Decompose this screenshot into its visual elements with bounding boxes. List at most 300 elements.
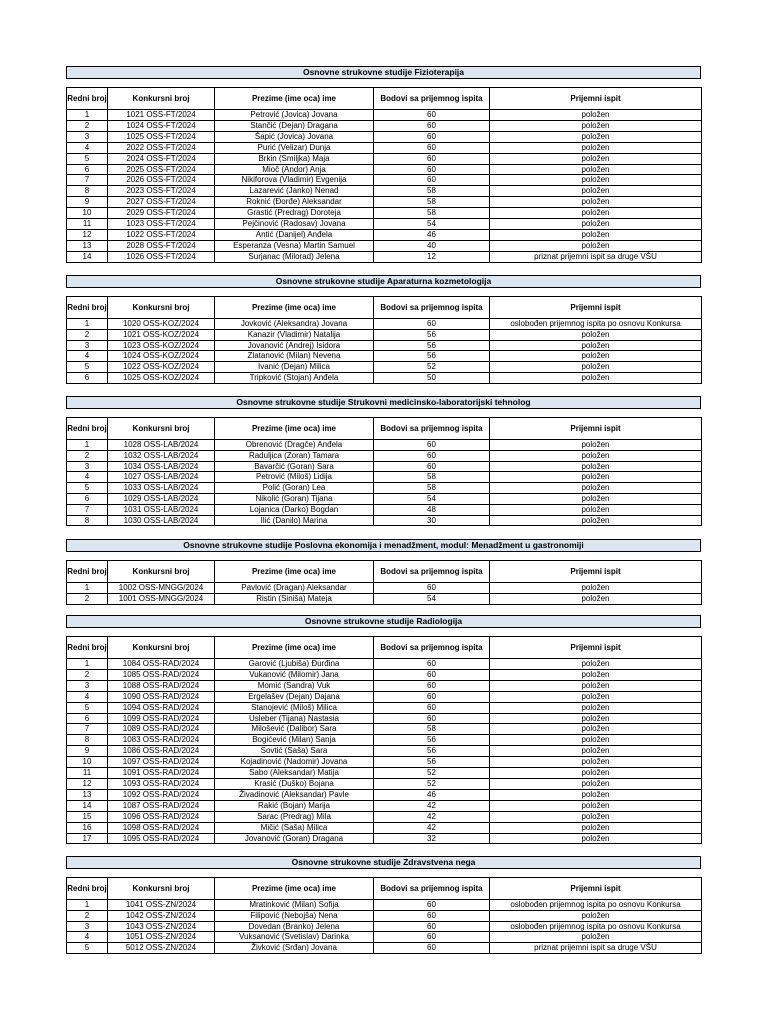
points-cell: 56 <box>374 340 490 351</box>
name-cell: Kanazir (Vladimir) Natalija <box>215 329 374 340</box>
exam-status-cell: položen <box>490 493 702 504</box>
table-row <box>67 932 702 943</box>
points-cell: 60 <box>374 943 490 954</box>
name-cell: Pejčinović (Radosav) Jovana <box>215 219 374 230</box>
rank-cell: 7 <box>67 175 108 186</box>
name-cell: Roknić (Đorđe) Aleksandar <box>215 197 374 208</box>
application-number-cell: 1001 OSS-MNGG/2024 <box>108 593 215 604</box>
name-cell: Vukanović (Milomir) Jana <box>215 669 374 680</box>
points-cell: 56 <box>374 351 490 362</box>
exam-status-cell: oslobođen prijemnog ispita po osnovu Konkursa <box>490 921 702 932</box>
col-header-name: Prezime (ime oca) ime <box>215 297 374 319</box>
table-row <box>67 515 702 526</box>
table-row <box>67 691 702 702</box>
rank-cell: 14 <box>67 251 108 262</box>
application-number-cell: 1024 OSS-KOZ/2024 <box>108 351 215 362</box>
table-row <box>67 229 702 240</box>
rank-cell: 4 <box>67 932 108 943</box>
col-header-rank: Redni broj <box>67 561 108 583</box>
rank-cell: 9 <box>67 197 108 208</box>
points-cell: 60 <box>374 153 490 164</box>
name-cell: Mratinković (Milan) Sofija <box>215 900 374 911</box>
exam-status-cell: položen <box>490 351 702 362</box>
points-cell: 48 <box>374 504 490 515</box>
exam-status-cell: položen <box>490 440 702 451</box>
application-number-cell: 1028 OSS-LAB/2024 <box>108 440 215 451</box>
name-cell: Kojadinović (Nadomir) Jovana <box>215 757 374 768</box>
points-cell: 60 <box>374 440 490 451</box>
table-row <box>67 822 702 833</box>
name-cell: Antić (Danijel) Anđela <box>215 229 374 240</box>
name-cell: Mioč (Andor) Anja <box>215 164 374 175</box>
name-cell: Ilić (Danilo) Marina <box>215 515 374 526</box>
points-cell: 60 <box>374 900 490 911</box>
rank-cell: 16 <box>67 822 108 833</box>
points-cell: 60 <box>374 583 490 594</box>
col-header-rank: Redni broj <box>67 297 108 319</box>
rank-cell: 1 <box>67 110 108 121</box>
name-cell: Filipović (Nebojša) Nena <box>215 910 374 921</box>
name-cell: Raduljica (Zoran) Tamara <box>215 450 374 461</box>
name-cell: Grastić (Predrag) Doroteja <box>215 208 374 219</box>
application-number-cell: 1043 OSS-ZN/2024 <box>108 921 215 932</box>
table-row <box>67 351 702 362</box>
application-number-cell: 1088 OSS-RAD/2024 <box>108 680 215 691</box>
application-number-cell: 1042 OSS-ZN/2024 <box>108 910 215 921</box>
exam-status-cell: položen <box>490 131 702 142</box>
table-row <box>67 372 702 383</box>
points-cell: 60 <box>374 713 490 724</box>
points-cell: 60 <box>374 319 490 330</box>
section-title: Osnovne strukovne studije Fizioterapija <box>66 66 701 79</box>
exam-status-cell: položen <box>490 768 702 779</box>
points-cell: 58 <box>374 483 490 494</box>
table-row <box>67 164 702 175</box>
header-row <box>67 88 702 110</box>
table-row <box>67 583 702 594</box>
application-number-cell: 1026 OSS-FT/2024 <box>108 251 215 262</box>
application-number-cell: 1089 OSS-RAD/2024 <box>108 724 215 735</box>
col-header-application-number: Konkursni broj <box>108 297 215 319</box>
col-header-entrance-exam: Prijemni ispit <box>490 297 702 319</box>
exam-status-cell: položen <box>490 197 702 208</box>
application-number-cell: 1029 OSS-LAB/2024 <box>108 493 215 504</box>
rank-cell: 11 <box>67 219 108 230</box>
col-header-entrance-exam: Prijemni ispit <box>490 88 702 110</box>
table-row <box>67 461 702 472</box>
rank-cell: 11 <box>67 768 108 779</box>
header-row <box>67 637 702 659</box>
name-cell: Ivanić (Dejan) Milica <box>215 362 374 373</box>
application-number-cell: 5012 OSS-ZN/2024 <box>108 943 215 954</box>
rank-cell: 5 <box>67 702 108 713</box>
application-number-cell: 1021 OSS-KOZ/2024 <box>108 329 215 340</box>
points-cell: 60 <box>374 659 490 670</box>
application-number-cell: 1098 OSS-RAD/2024 <box>108 822 215 833</box>
rank-cell: 9 <box>67 746 108 757</box>
exam-status-cell: položen <box>490 515 702 526</box>
table-row <box>67 197 702 208</box>
name-cell: Tripković (Stojan) Anđela <box>215 372 374 383</box>
exam-status-cell: položen <box>490 461 702 472</box>
table-row <box>67 219 702 230</box>
name-cell: Surjanac (Milorad) Jelena <box>215 251 374 262</box>
application-number-cell: 1096 OSS-RAD/2024 <box>108 811 215 822</box>
table-row <box>67 702 702 713</box>
points-cell: 60 <box>374 702 490 713</box>
table-row <box>67 440 702 451</box>
exam-status-cell: položen <box>490 504 702 515</box>
application-number-cell: 1090 OSS-RAD/2024 <box>108 691 215 702</box>
points-cell: 30 <box>374 515 490 526</box>
col-header-name: Prezime (ime oca) ime <box>215 878 374 900</box>
exam-status-cell: položen <box>490 593 702 604</box>
name-cell: Zlatanović (Milan) Nevena <box>215 351 374 362</box>
points-cell: 54 <box>374 493 490 504</box>
table-row <box>67 724 702 735</box>
rank-cell: 7 <box>67 724 108 735</box>
points-cell: 42 <box>374 811 490 822</box>
col-header-rank: Redni broj <box>67 878 108 900</box>
header-row <box>67 297 702 319</box>
exam-status-cell: položen <box>490 164 702 175</box>
table-row <box>67 208 702 219</box>
header-row <box>67 878 702 900</box>
application-number-cell: 1032 OSS-LAB/2024 <box>108 450 215 461</box>
points-cell: 60 <box>374 669 490 680</box>
rank-cell: 3 <box>67 461 108 472</box>
col-header-name: Prezime (ime oca) ime <box>215 88 374 110</box>
points-cell: 42 <box>374 800 490 811</box>
rank-cell: 2 <box>67 669 108 680</box>
table-row <box>67 811 702 822</box>
col-header-rank: Redni broj <box>67 88 108 110</box>
name-cell: Krasić (Duško) Bojana <box>215 778 374 789</box>
application-number-cell: 2023 OSS-FT/2024 <box>108 186 215 197</box>
points-cell: 52 <box>374 778 490 789</box>
table-row <box>67 778 702 789</box>
table-row <box>67 251 702 262</box>
points-cell: 60 <box>374 131 490 142</box>
col-header-entrance-exam: Prijemni ispit <box>490 637 702 659</box>
name-cell: Vuksanović (Svetislav) Darinka <box>215 932 374 943</box>
name-cell: Jovanović (Andrej) Isidora <box>215 340 374 351</box>
table-row <box>67 319 702 330</box>
points-cell: 54 <box>374 593 490 604</box>
application-number-cell: 1034 OSS-LAB/2024 <box>108 461 215 472</box>
rank-cell: 2 <box>67 593 108 604</box>
points-cell: 58 <box>374 208 490 219</box>
exam-status-cell: priznat prijemni ispit sa druge VŠU <box>490 943 702 954</box>
rank-cell: 3 <box>67 131 108 142</box>
exam-status-cell: položen <box>490 713 702 724</box>
points-cell: 52 <box>374 362 490 373</box>
table-row <box>67 943 702 954</box>
points-cell: 60 <box>374 680 490 691</box>
rank-cell: 2 <box>67 120 108 131</box>
name-cell: Šapić (Jovica) Jovana <box>215 131 374 142</box>
name-cell: Bogićević (Milan) Sanja <box>215 735 374 746</box>
table-row <box>67 680 702 691</box>
table-row <box>67 472 702 483</box>
points-cell: 58 <box>374 186 490 197</box>
section-title: Osnovne strukovne studije Strukovni medicinsko-laboratorijski tehnolog <box>66 396 701 409</box>
table-row <box>67 713 702 724</box>
exam-status-cell: položen <box>490 186 702 197</box>
rank-cell: 10 <box>67 208 108 219</box>
rank-cell: 17 <box>67 833 108 844</box>
table-row <box>67 789 702 800</box>
points-cell: 60 <box>374 110 490 121</box>
section-title: Osnovne strukovne studije Poslovna ekonomija i menadžment, modul: Menadžment u gastronomiji <box>66 539 701 552</box>
rank-cell: 3 <box>67 680 108 691</box>
points-cell: 60 <box>374 932 490 943</box>
name-cell: Rakić (Bojan) Marija <box>215 800 374 811</box>
rank-cell: 15 <box>67 811 108 822</box>
exam-status-cell: položen <box>490 833 702 844</box>
rank-cell: 14 <box>67 800 108 811</box>
application-number-cell: 1027 OSS-LAB/2024 <box>108 472 215 483</box>
name-cell: Pavlović (Dragan) Aleksandar <box>215 583 374 594</box>
application-number-cell: 1033 OSS-LAB/2024 <box>108 483 215 494</box>
application-number-cell: 1091 OSS-RAD/2024 <box>108 768 215 779</box>
col-header-application-number: Konkursni broj <box>108 418 215 440</box>
exam-status-cell: položen <box>490 240 702 251</box>
section-title: Osnovne strukovne studije Radiologija <box>66 615 701 628</box>
name-cell: Usleber (Tijana) Nastasia <box>215 713 374 724</box>
results-table <box>66 87 702 263</box>
col-header-application-number: Konkursni broj <box>108 637 215 659</box>
table-row <box>67 240 702 251</box>
application-number-cell: 2022 OSS-FT/2024 <box>108 142 215 153</box>
application-number-cell: 1085 OSS-RAD/2024 <box>108 669 215 680</box>
points-cell: 60 <box>374 921 490 932</box>
rank-cell: 12 <box>67 778 108 789</box>
application-number-cell: 2029 OSS-FT/2024 <box>108 208 215 219</box>
exam-status-cell: položen <box>490 219 702 230</box>
table-row <box>67 186 702 197</box>
table-row <box>67 800 702 811</box>
table-row <box>67 483 702 494</box>
table-row <box>67 450 702 461</box>
rank-cell: 1 <box>67 900 108 911</box>
rank-cell: 3 <box>67 921 108 932</box>
points-cell: 54 <box>374 219 490 230</box>
results-table <box>66 417 702 526</box>
results-table <box>66 296 702 384</box>
exam-status-cell: položen <box>490 340 702 351</box>
application-number-cell: 1099 OSS-RAD/2024 <box>108 713 215 724</box>
points-cell: 60 <box>374 691 490 702</box>
application-number-cell: 1002 OSS-MNGG/2024 <box>108 583 215 594</box>
exam-status-cell: položen <box>490 702 702 713</box>
name-cell: Sabo (Aleksandar) Matija <box>215 768 374 779</box>
table-row <box>67 493 702 504</box>
points-cell: 58 <box>374 472 490 483</box>
exam-status-cell: položen <box>490 229 702 240</box>
exam-status-cell: položen <box>490 153 702 164</box>
table-row <box>67 669 702 680</box>
application-number-cell: 1083 OSS-RAD/2024 <box>108 735 215 746</box>
exam-status-cell: položen <box>490 669 702 680</box>
rank-cell: 2 <box>67 450 108 461</box>
points-cell: 60 <box>374 164 490 175</box>
name-cell: Brkin (Smiljka) Maja <box>215 153 374 164</box>
rank-cell: 4 <box>67 142 108 153</box>
table-row <box>67 659 702 670</box>
exam-status-cell: položen <box>490 724 702 735</box>
name-cell: Sovtić (Saša) Sara <box>215 746 374 757</box>
application-number-cell: 1023 OSS-FT/2024 <box>108 219 215 230</box>
col-header-points: Bodovi sa prijemnog ispita <box>374 88 490 110</box>
exam-status-cell: položen <box>490 746 702 757</box>
points-cell: 60 <box>374 142 490 153</box>
rank-cell: 10 <box>67 757 108 768</box>
rank-cell: 1 <box>67 659 108 670</box>
application-number-cell: 1021 OSS-FT/2024 <box>108 110 215 121</box>
col-header-application-number: Konkursni broj <box>108 88 215 110</box>
col-header-application-number: Konkursni broj <box>108 878 215 900</box>
name-cell: Petrović (Jovica) Jovana <box>215 110 374 121</box>
name-cell: Esperanza (Vesna) Martin Samuel <box>215 240 374 251</box>
name-cell: Stančić (Dejan) Dragana <box>215 120 374 131</box>
exam-status-cell: položen <box>490 450 702 461</box>
application-number-cell: 1084 OSS-RAD/2024 <box>108 659 215 670</box>
points-cell: 60 <box>374 450 490 461</box>
results-table <box>66 560 702 605</box>
name-cell: Polić (Goran) Lea <box>215 483 374 494</box>
exam-status-cell: oslobođen prijemnog ispita po osnovu Konkursa <box>490 900 702 911</box>
table-row <box>67 340 702 351</box>
application-number-cell: 1025 OSS-KOZ/2024 <box>108 372 215 383</box>
results-table <box>66 877 702 954</box>
application-number-cell: 1025 OSS-FT/2024 <box>108 131 215 142</box>
application-number-cell: 1030 OSS-LAB/2024 <box>108 515 215 526</box>
rank-cell: 8 <box>67 515 108 526</box>
points-cell: 52 <box>374 768 490 779</box>
application-number-cell: 2026 OSS-FT/2024 <box>108 175 215 186</box>
section-title: Osnovne strukovne studije Aparaturna kozmetologija <box>66 275 701 288</box>
exam-status-cell: položen <box>490 472 702 483</box>
col-header-rank: Redni broj <box>67 418 108 440</box>
table-row <box>67 153 702 164</box>
col-header-name: Prezime (ime oca) ime <box>215 418 374 440</box>
rank-cell: 2 <box>67 910 108 921</box>
name-cell: Nikiforova (Vladimir) Evgenija <box>215 175 374 186</box>
header-row <box>67 418 702 440</box>
exam-status-cell: položen <box>490 778 702 789</box>
exam-status-cell: položen <box>490 110 702 121</box>
rank-cell: 12 <box>67 229 108 240</box>
points-cell: 46 <box>374 789 490 800</box>
rank-cell: 2 <box>67 329 108 340</box>
rank-cell: 5 <box>67 362 108 373</box>
table-row <box>67 757 702 768</box>
rank-cell: 8 <box>67 735 108 746</box>
rank-cell: 5 <box>67 483 108 494</box>
table-row <box>67 910 702 921</box>
name-cell: Lojanica (Darko) Bogdan <box>215 504 374 515</box>
exam-status-cell: položen <box>490 329 702 340</box>
col-header-entrance-exam: Prijemni ispit <box>490 561 702 583</box>
rank-cell: 13 <box>67 240 108 251</box>
header-row <box>67 561 702 583</box>
application-number-cell: 1022 OSS-FT/2024 <box>108 229 215 240</box>
application-number-cell: 1031 OSS-LAB/2024 <box>108 504 215 515</box>
name-cell: Garović (Ljubiša) Đurđina <box>215 659 374 670</box>
application-number-cell: 2025 OSS-FT/2024 <box>108 164 215 175</box>
name-cell: Živković (Srđan) Jovana <box>215 943 374 954</box>
table-row <box>67 329 702 340</box>
name-cell: Jovković (Aleksandra) Jovana <box>215 319 374 330</box>
col-header-rank: Redni broj <box>67 637 108 659</box>
points-cell: 56 <box>374 329 490 340</box>
table-row <box>67 131 702 142</box>
rank-cell: 3 <box>67 340 108 351</box>
rank-cell: 4 <box>67 472 108 483</box>
application-number-cell: 1022 OSS-KOZ/2024 <box>108 362 215 373</box>
name-cell: Živadinović (Aleksandar) Pavle <box>215 789 374 800</box>
points-cell: 60 <box>374 910 490 921</box>
table-row <box>67 120 702 131</box>
col-header-application-number: Konkursni broj <box>108 561 215 583</box>
exam-status-cell: položen <box>490 583 702 594</box>
section-title: Osnovne strukovne studije Zdravstvena nega <box>66 856 701 869</box>
exam-status-cell: položen <box>490 175 702 186</box>
application-number-cell: 1041 OSS-ZN/2024 <box>108 900 215 911</box>
name-cell: Nikolić (Goran) Tijana <box>215 493 374 504</box>
exam-status-cell: položen <box>490 120 702 131</box>
rank-cell: 6 <box>67 372 108 383</box>
exam-status-cell: oslobođen prijemnog ispita po osnovu Konkursa <box>490 319 702 330</box>
col-header-points: Bodovi sa prijemnog ispita <box>374 878 490 900</box>
name-cell: Mičić (Saša) Milica <box>215 822 374 833</box>
table-row <box>67 921 702 932</box>
col-header-points: Bodovi sa prijemnog ispita <box>374 297 490 319</box>
points-cell: 56 <box>374 757 490 768</box>
rank-cell: 1 <box>67 583 108 594</box>
points-cell: 60 <box>374 175 490 186</box>
rank-cell: 4 <box>67 691 108 702</box>
points-cell: 56 <box>374 746 490 757</box>
rank-cell: 8 <box>67 186 108 197</box>
points-cell: 60 <box>374 461 490 472</box>
exam-status-cell: položen <box>490 659 702 670</box>
application-number-cell: 2028 OSS-FT/2024 <box>108 240 215 251</box>
points-cell: 58 <box>374 724 490 735</box>
name-cell: Milošević (Dalibor) Sara <box>215 724 374 735</box>
table-row <box>67 593 702 604</box>
col-header-points: Bodovi sa prijemnog ispita <box>374 637 490 659</box>
name-cell: Bavarčić (Goran) Sara <box>215 461 374 472</box>
name-cell: Ristin (Siniša) Mateja <box>215 593 374 604</box>
col-header-name: Prezime (ime oca) ime <box>215 637 374 659</box>
application-number-cell: 1092 OSS-RAD/2024 <box>108 789 215 800</box>
application-number-cell: 1024 OSS-FT/2024 <box>108 120 215 131</box>
exam-status-cell: položen <box>490 910 702 921</box>
rank-cell: 7 <box>67 504 108 515</box>
name-cell: Lazarević (Janko) Nenad <box>215 186 374 197</box>
table-row <box>67 110 702 121</box>
application-number-cell: 1023 OSS-KOZ/2024 <box>108 340 215 351</box>
application-number-cell: 2027 OSS-FT/2024 <box>108 197 215 208</box>
name-cell: Obrenović (Dragče) Anđela <box>215 440 374 451</box>
table-row <box>67 900 702 911</box>
application-number-cell: 1094 OSS-RAD/2024 <box>108 702 215 713</box>
application-number-cell: 1097 OSS-RAD/2024 <box>108 757 215 768</box>
points-cell: 42 <box>374 822 490 833</box>
exam-status-cell: položen <box>490 811 702 822</box>
